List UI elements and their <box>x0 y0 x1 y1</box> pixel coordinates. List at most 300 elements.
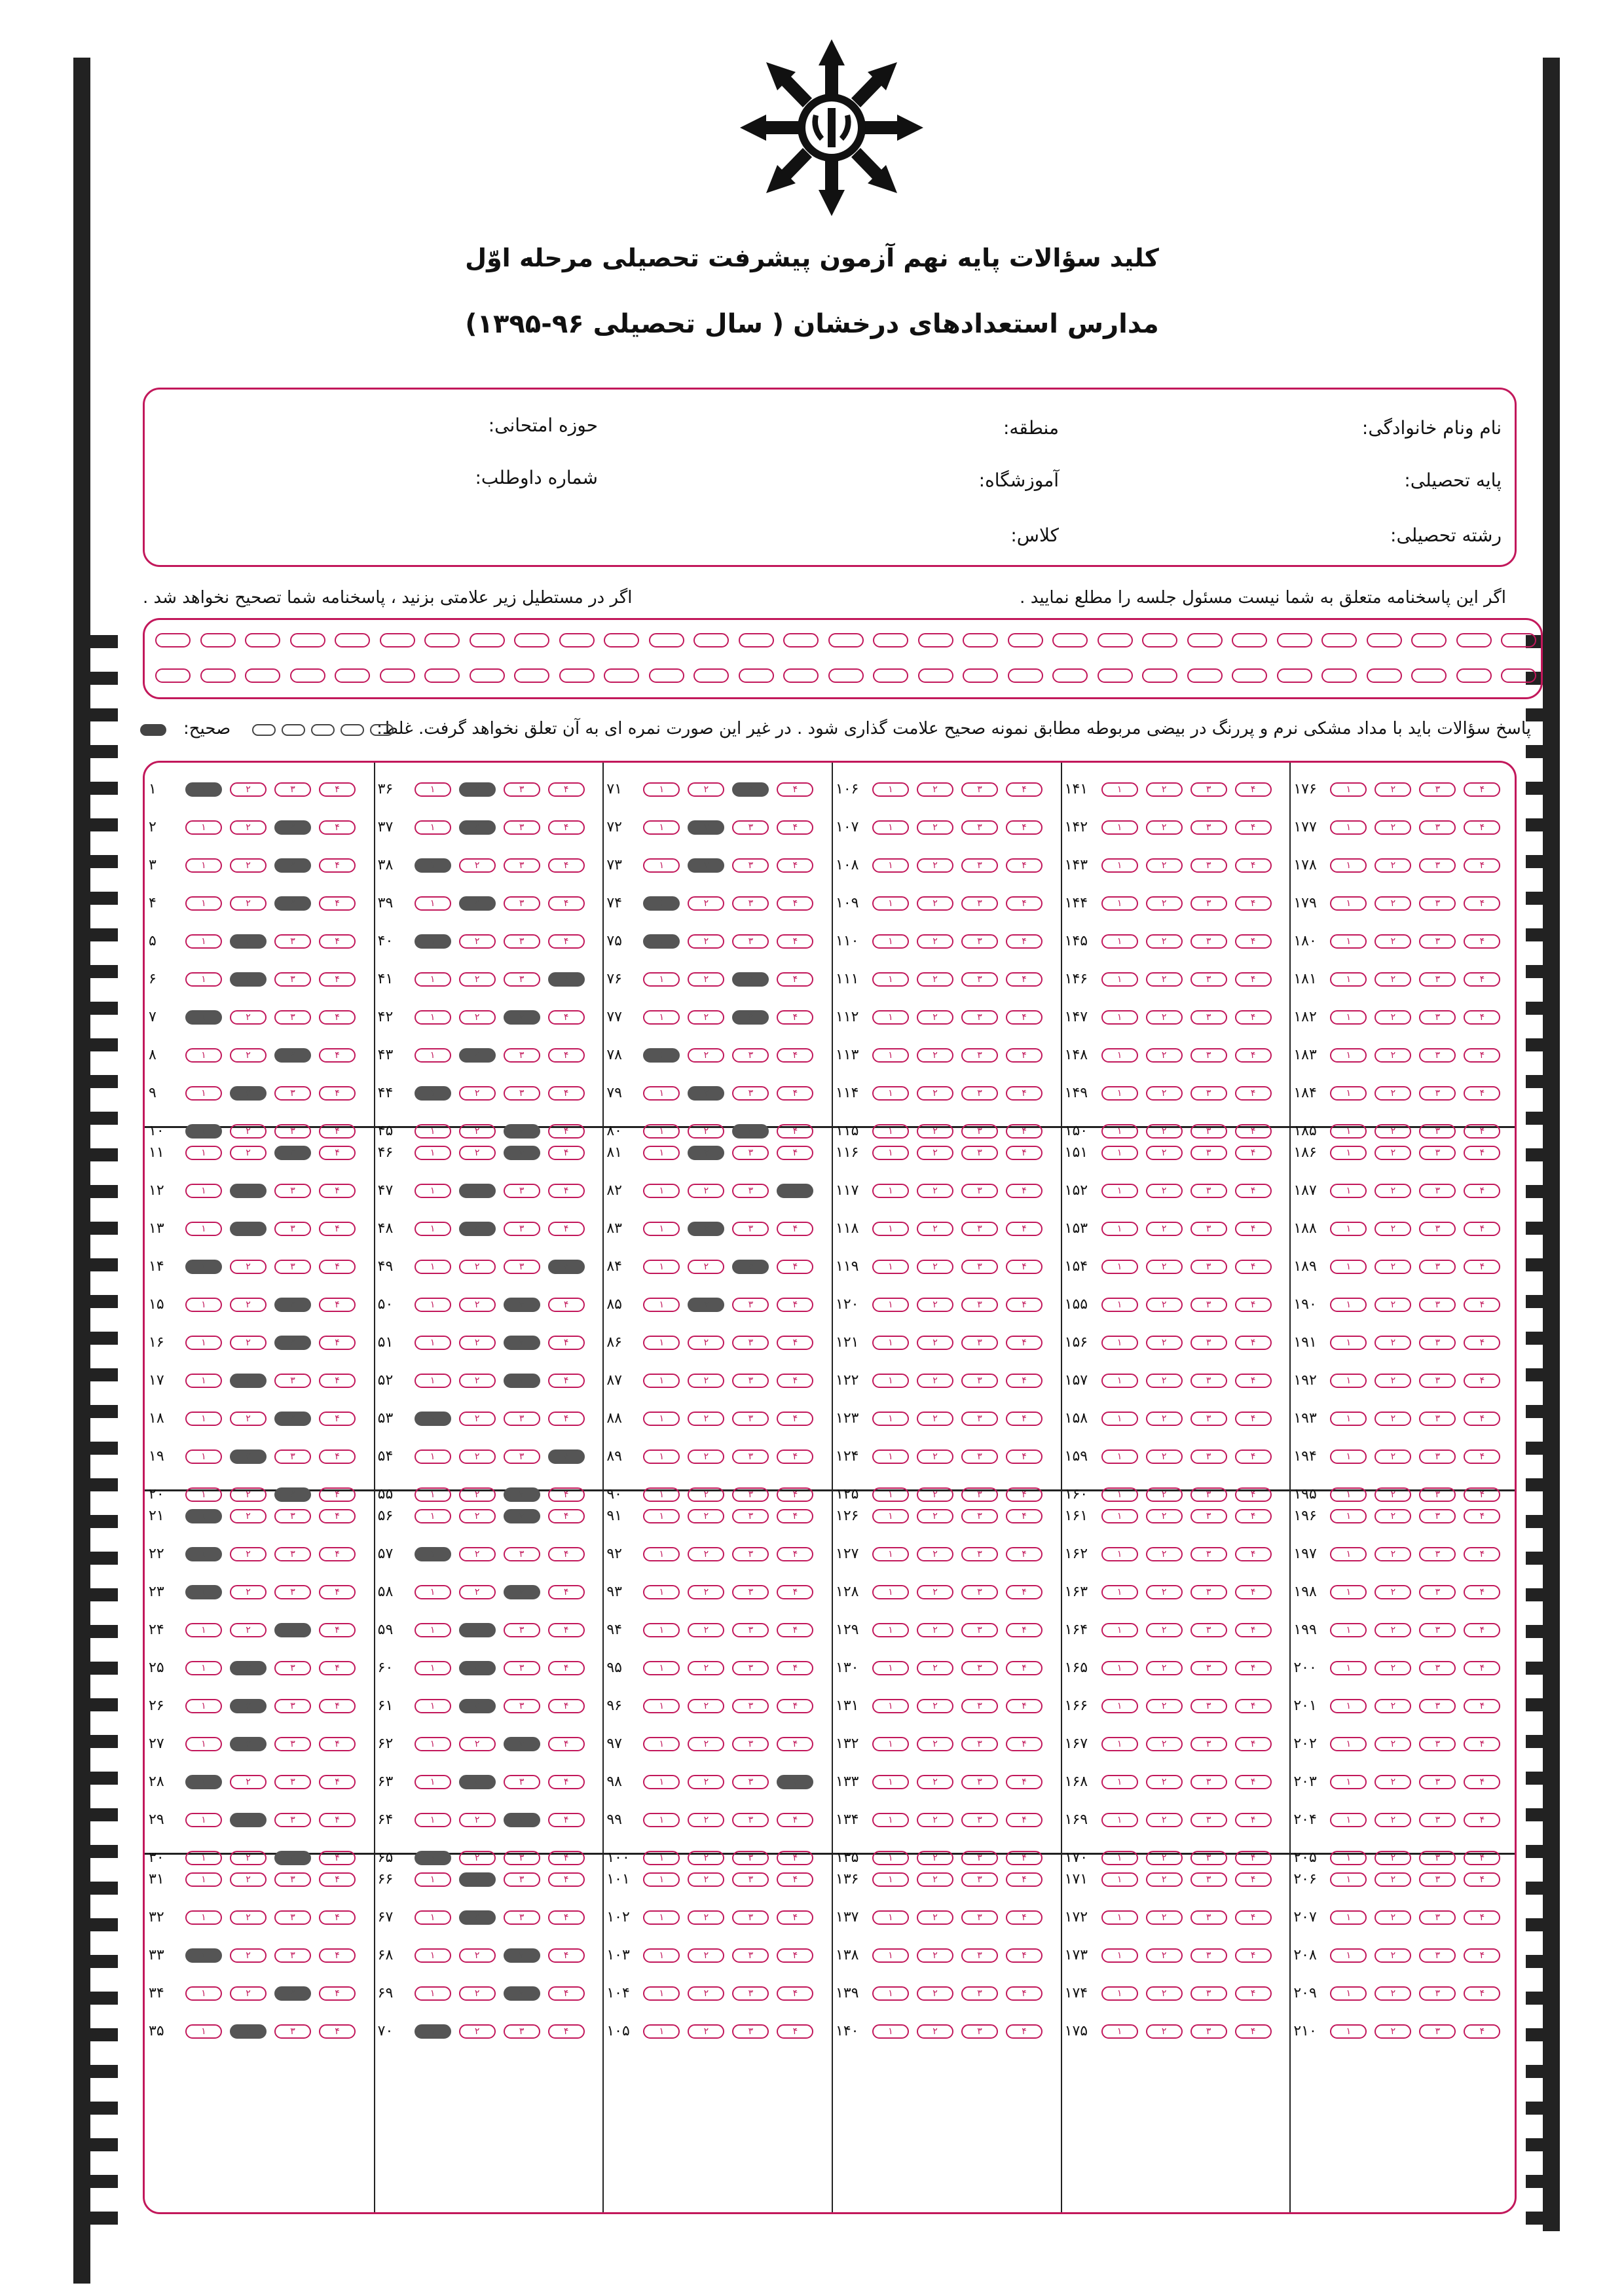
answer-bubble[interactable]: ۴ <box>1464 1222 1500 1236</box>
answer-bubble[interactable]: ۴ <box>1235 820 1272 835</box>
answer-bubble[interactable]: ۱ <box>872 934 909 949</box>
answer-bubble[interactable]: ۳ <box>732 2024 769 2039</box>
answer-bubble[interactable]: ۱ <box>872 1086 909 1101</box>
answer-bubble[interactable]: ۱ <box>643 1813 680 1827</box>
answer-bubble[interactable]: ۳ <box>1190 1623 1227 1637</box>
answer-bubble[interactable]: ۴ <box>319 1851 356 1865</box>
answer-bubble[interactable]: ۳ <box>1190 782 1227 797</box>
answer-bubble[interactable]: ۱ <box>1101 896 1138 911</box>
answer-bubble-filled[interactable]: ۳ <box>274 820 311 835</box>
answer-bubble[interactable]: ۳ <box>274 1222 311 1236</box>
answer-bubble[interactable]: ۲ <box>1146 1547 1183 1561</box>
answer-bubble[interactable]: ۲ <box>459 934 496 949</box>
answer-bubble[interactable]: ۲ <box>917 1487 953 1502</box>
answer-bubble-filled[interactable]: ۱ <box>415 1547 451 1561</box>
answer-bubble[interactable]: ۴ <box>1235 972 1272 987</box>
answer-bubble[interactable]: ۲ <box>688 1487 724 1502</box>
answer-bubble[interactable]: ۲ <box>1375 1986 1411 2001</box>
answer-bubble[interactable]: ۴ <box>1464 1086 1500 1101</box>
answer-bubble[interactable]: ۲ <box>1146 1222 1183 1236</box>
answer-bubble[interactable]: ۳ <box>961 2024 998 2039</box>
answer-bubble[interactable]: ۳ <box>504 1775 540 1789</box>
answer-bubble[interactable]: ۳ <box>732 1910 769 1925</box>
answer-bubble[interactable]: ۱ <box>643 1298 680 1312</box>
answer-bubble[interactable]: ۴ <box>1464 934 1500 949</box>
answer-bubble[interactable]: ۱ <box>1330 1948 1367 1963</box>
answer-bubble[interactable]: ۴ <box>1006 972 1043 987</box>
answer-bubble[interactable]: ۴ <box>1235 1872 1272 1887</box>
answer-bubble[interactable]: ۴ <box>1464 1623 1500 1637</box>
answer-bubble[interactable]: ۴ <box>777 1449 813 1464</box>
answer-bubble[interactable]: ۲ <box>1146 1010 1183 1025</box>
answer-bubble-filled[interactable]: ۲ <box>230 2024 267 2039</box>
answer-bubble[interactable]: ۴ <box>777 1910 813 1925</box>
answer-bubble[interactable]: ۳ <box>732 1086 769 1101</box>
answer-bubble[interactable]: ۳ <box>961 1336 998 1350</box>
answer-bubble[interactable]: ۱ <box>1330 1851 1367 1865</box>
answer-bubble[interactable]: ۴ <box>777 1412 813 1426</box>
answer-bubble[interactable]: ۴ <box>1006 1449 1043 1464</box>
answer-bubble[interactable]: ۳ <box>274 1509 311 1523</box>
answer-bubble[interactable]: ۲ <box>459 858 496 873</box>
answer-bubble[interactable]: ۱ <box>1101 1336 1138 1350</box>
answer-bubble[interactable]: ۳ <box>1419 1374 1456 1388</box>
answer-bubble[interactable]: ۱ <box>415 1298 451 1312</box>
answer-bubble[interactable]: ۲ <box>230 1124 267 1139</box>
answer-bubble[interactable]: ۴ <box>1464 1813 1500 1827</box>
answer-bubble[interactable]: ۴ <box>1464 1298 1500 1312</box>
answer-bubble[interactable]: ۱ <box>1101 1086 1138 1101</box>
answer-bubble[interactable]: ۱ <box>185 1222 222 1236</box>
answer-bubble[interactable]: ۳ <box>732 1509 769 1523</box>
answer-bubble[interactable]: ۲ <box>917 1124 953 1139</box>
answer-bubble[interactable]: ۲ <box>688 1813 724 1827</box>
answer-bubble[interactable]: ۱ <box>1330 1585 1367 1599</box>
answer-bubble[interactable]: ۴ <box>1006 1948 1043 1963</box>
answer-bubble[interactable]: ۲ <box>688 782 724 797</box>
answer-bubble[interactable]: ۱ <box>415 1146 451 1160</box>
answer-bubble[interactable]: ۳ <box>274 934 311 949</box>
answer-bubble[interactable]: ۴ <box>1235 1222 1272 1236</box>
answer-bubble[interactable]: ۱ <box>643 1509 680 1523</box>
answer-bubble[interactable]: ۲ <box>1146 1260 1183 1274</box>
answer-bubble[interactable]: ۱ <box>415 1699 451 1713</box>
answer-bubble[interactable]: ۴ <box>1464 1910 1500 1925</box>
answer-bubble[interactable]: ۲ <box>1146 1298 1183 1312</box>
answer-bubble[interactable]: ۳ <box>961 1699 998 1713</box>
answer-bubble[interactable]: ۴ <box>548 1737 585 1751</box>
answer-bubble[interactable]: ۱ <box>415 1661 451 1675</box>
answer-bubble[interactable]: ۲ <box>1375 1184 1411 1198</box>
answer-bubble[interactable]: ۲ <box>917 1699 953 1713</box>
answer-bubble[interactable]: ۲ <box>917 1737 953 1751</box>
answer-bubble[interactable]: ۳ <box>1190 1449 1227 1464</box>
answer-bubble[interactable]: ۳ <box>1190 1872 1227 1887</box>
answer-bubble[interactable]: ۲ <box>688 1851 724 1865</box>
answer-bubble[interactable]: ۴ <box>319 896 356 911</box>
answer-bubble[interactable]: ۲ <box>1375 1547 1411 1561</box>
answer-bubble[interactable]: ۱ <box>872 1699 909 1713</box>
answer-bubble-filled[interactable]: ۲ <box>459 1699 496 1713</box>
answer-bubble-filled[interactable]: ۲ <box>688 858 724 873</box>
answer-bubble[interactable]: ۲ <box>230 820 267 835</box>
answer-bubble[interactable]: ۴ <box>1006 1623 1043 1637</box>
answer-bubble[interactable]: ۱ <box>643 1222 680 1236</box>
answer-bubble[interactable]: ۴ <box>1464 2024 1500 2039</box>
answer-bubble[interactable]: ۴ <box>1464 1585 1500 1599</box>
answer-bubble[interactable]: ۳ <box>1190 1222 1227 1236</box>
answer-bubble[interactable]: ۱ <box>1101 1146 1138 1160</box>
answer-bubble[interactable]: ۱ <box>872 896 909 911</box>
answer-bubble[interactable]: ۳ <box>1419 1585 1456 1599</box>
answer-bubble-filled[interactable]: ۳ <box>274 1412 311 1426</box>
answer-bubble[interactable]: ۱ <box>1101 1661 1138 1675</box>
answer-bubble[interactable]: ۲ <box>1146 1699 1183 1713</box>
answer-bubble[interactable]: ۲ <box>1146 972 1183 987</box>
answer-bubble[interactable]: ۴ <box>1006 858 1043 873</box>
answer-bubble[interactable]: ۱ <box>872 1737 909 1751</box>
answer-bubble[interactable]: ۱ <box>643 1699 680 1713</box>
answer-bubble[interactable]: ۴ <box>548 1775 585 1789</box>
answer-bubble[interactable]: ۲ <box>688 1374 724 1388</box>
answer-bubble-filled[interactable]: ۳ <box>504 1298 540 1312</box>
answer-bubble[interactable]: ۳ <box>1419 858 1456 873</box>
answer-bubble[interactable]: ۱ <box>1330 2024 1367 2039</box>
answer-bubble[interactable]: ۲ <box>230 1412 267 1426</box>
answer-bubble[interactable]: ۴ <box>548 1336 585 1350</box>
answer-bubble[interactable]: ۳ <box>274 1449 311 1464</box>
answer-bubble[interactable]: ۳ <box>274 1775 311 1789</box>
answer-bubble[interactable]: ۱ <box>643 1124 680 1139</box>
answer-bubble-filled[interactable]: ۱ <box>643 934 680 949</box>
answer-bubble[interactable]: ۱ <box>1330 1737 1367 1751</box>
answer-bubble-filled[interactable]: ۲ <box>688 1222 724 1236</box>
answer-bubble[interactable]: ۱ <box>643 1184 680 1198</box>
answer-bubble[interactable]: ۳ <box>274 1948 311 1963</box>
answer-bubble[interactable]: ۳ <box>1419 1986 1456 2001</box>
answer-bubble[interactable]: ۳ <box>961 1851 998 1865</box>
answer-bubble[interactable]: ۴ <box>319 1872 356 1887</box>
answer-bubble[interactable]: ۳ <box>961 1813 998 1827</box>
answer-bubble[interactable]: ۴ <box>548 1124 585 1139</box>
answer-bubble[interactable]: ۱ <box>185 1449 222 1464</box>
answer-bubble[interactable]: ۳ <box>961 972 998 987</box>
answer-bubble[interactable]: ۳ <box>1190 1086 1227 1101</box>
answer-bubble[interactable]: ۱ <box>185 1298 222 1312</box>
answer-bubble[interactable]: ۱ <box>415 1585 451 1599</box>
answer-bubble[interactable]: ۴ <box>1006 1487 1043 1502</box>
answer-bubble[interactable]: ۲ <box>230 1509 267 1523</box>
answer-bubble[interactable]: ۲ <box>1146 1872 1183 1887</box>
answer-bubble[interactable]: ۱ <box>185 1851 222 1865</box>
answer-bubble[interactable]: ۱ <box>872 972 909 987</box>
answer-bubble[interactable]: ۴ <box>1235 1986 1272 2001</box>
answer-bubble[interactable]: ۱ <box>1330 896 1367 911</box>
answer-bubble[interactable]: ۴ <box>777 1509 813 1523</box>
answer-bubble[interactable]: ۴ <box>548 820 585 835</box>
answer-bubble[interactable]: ۲ <box>230 1872 267 1887</box>
answer-bubble[interactable]: ۱ <box>872 1124 909 1139</box>
answer-bubble[interactable]: ۱ <box>1101 1487 1138 1502</box>
answer-bubble[interactable]: ۱ <box>643 1775 680 1789</box>
answer-bubble[interactable]: ۳ <box>274 2024 311 2039</box>
answer-bubble[interactable]: ۱ <box>872 1910 909 1925</box>
answer-bubble[interactable]: ۴ <box>548 1547 585 1561</box>
answer-bubble[interactable]: ۲ <box>459 1737 496 1751</box>
answer-bubble[interactable]: ۴ <box>319 2024 356 2039</box>
answer-bubble[interactable]: ۲ <box>1375 1737 1411 1751</box>
answer-bubble[interactable]: ۳ <box>732 1986 769 2001</box>
answer-bubble[interactable]: ۴ <box>777 1851 813 1865</box>
answer-bubble[interactable]: ۴ <box>1235 1184 1272 1198</box>
answer-bubble[interactable]: ۴ <box>1464 782 1500 797</box>
answer-bubble[interactable]: ۲ <box>230 1910 267 1925</box>
answer-bubble[interactable]: ۲ <box>1375 1872 1411 1887</box>
answer-bubble[interactable]: ۱ <box>872 1374 909 1388</box>
answer-bubble[interactable]: ۴ <box>319 1661 356 1675</box>
answer-bubble[interactable]: ۱ <box>872 1412 909 1426</box>
answer-bubble[interactable]: ۳ <box>961 858 998 873</box>
answer-bubble[interactable]: ۳ <box>961 1184 998 1198</box>
answer-bubble[interactable]: ۱ <box>415 1813 451 1827</box>
answer-bubble[interactable]: ۲ <box>1375 1487 1411 1502</box>
answer-bubble[interactable]: ۲ <box>1375 1449 1411 1464</box>
answer-bubble-filled[interactable]: ۳ <box>504 1374 540 1388</box>
answer-bubble[interactable]: ۲ <box>688 1184 724 1198</box>
answer-bubble[interactable]: ۴ <box>319 782 356 797</box>
answer-bubble[interactable]: ۳ <box>504 1910 540 1925</box>
answer-bubble[interactable]: ۳ <box>732 1449 769 1464</box>
answer-bubble[interactable]: ۱ <box>1101 1585 1138 1599</box>
answer-bubble[interactable]: ۳ <box>274 1813 311 1827</box>
answer-bubble[interactable]: ۴ <box>319 1775 356 1789</box>
answer-bubble[interactable]: ۳ <box>274 1737 311 1751</box>
answer-bubble[interactable]: ۲ <box>917 1048 953 1063</box>
answer-bubble[interactable]: ۴ <box>1235 1661 1272 1675</box>
answer-bubble[interactable]: ۲ <box>1146 1412 1183 1426</box>
answer-bubble[interactable]: ۲ <box>459 1124 496 1139</box>
answer-bubble[interactable]: ۱ <box>1101 1298 1138 1312</box>
answer-bubble[interactable]: ۴ <box>319 1449 356 1464</box>
answer-bubble[interactable]: ۱ <box>1330 1260 1367 1274</box>
answer-bubble[interactable]: ۳ <box>1190 1737 1227 1751</box>
answer-bubble[interactable]: ۴ <box>1235 2024 1272 2039</box>
answer-bubble[interactable]: ۱ <box>872 1851 909 1865</box>
answer-bubble-filled[interactable]: ۳ <box>732 782 769 797</box>
answer-bubble[interactable]: ۲ <box>1375 1048 1411 1063</box>
answer-bubble-filled[interactable]: ۱ <box>415 1851 451 1865</box>
answer-bubble[interactable]: ۴ <box>1235 1336 1272 1350</box>
answer-bubble[interactable]: ۱ <box>643 1948 680 1963</box>
answer-bubble[interactable]: ۳ <box>504 1623 540 1637</box>
answer-bubble[interactable]: ۱ <box>1101 2024 1138 2039</box>
answer-bubble-filled[interactable]: ۴ <box>777 1775 813 1789</box>
answer-bubble[interactable]: ۳ <box>732 1737 769 1751</box>
answer-bubble[interactable]: ۲ <box>688 934 724 949</box>
answer-bubble[interactable]: ۱ <box>1330 1048 1367 1063</box>
answer-bubble[interactable]: ۱ <box>415 1048 451 1063</box>
answer-bubble[interactable]: ۴ <box>1464 1374 1500 1388</box>
answer-bubble[interactable]: ۴ <box>777 1986 813 2001</box>
answer-bubble-filled[interactable]: ۳ <box>504 1146 540 1160</box>
answer-bubble[interactable]: ۴ <box>1006 1184 1043 1198</box>
answer-bubble[interactable]: ۲ <box>688 896 724 911</box>
answer-bubble[interactable]: ۳ <box>1419 820 1456 835</box>
answer-bubble[interactable]: ۳ <box>1190 1124 1227 1139</box>
answer-bubble-filled[interactable]: ۱ <box>643 896 680 911</box>
answer-bubble[interactable]: ۱ <box>1101 1048 1138 1063</box>
answer-bubble[interactable]: ۴ <box>319 1623 356 1637</box>
answer-bubble[interactable]: ۲ <box>917 1986 953 2001</box>
answer-bubble[interactable]: ۴ <box>1464 1547 1500 1561</box>
answer-bubble[interactable]: ۳ <box>274 1374 311 1388</box>
answer-bubble[interactable]: ۴ <box>1235 1124 1272 1139</box>
answer-bubble[interactable]: ۱ <box>1330 782 1367 797</box>
answer-bubble[interactable]: ۱ <box>1101 1374 1138 1388</box>
answer-bubble[interactable]: ۴ <box>319 1086 356 1101</box>
answer-bubble[interactable]: ۲ <box>688 1547 724 1561</box>
answer-bubble[interactable]: ۴ <box>777 1336 813 1350</box>
answer-bubble[interactable]: ۴ <box>1464 858 1500 873</box>
answer-bubble-filled[interactable]: ۲ <box>459 1910 496 1925</box>
answer-bubble[interactable]: ۳ <box>961 1775 998 1789</box>
answer-bubble[interactable]: ۲ <box>1375 1124 1411 1139</box>
answer-bubble[interactable]: ۱ <box>185 820 222 835</box>
answer-bubble[interactable]: ۴ <box>1464 1487 1500 1502</box>
answer-bubble[interactable]: ۳ <box>732 1948 769 1963</box>
answer-bubble[interactable]: ۳ <box>1419 1851 1456 1865</box>
answer-bubble[interactable]: ۲ <box>688 1585 724 1599</box>
answer-bubble[interactable]: ۲ <box>1375 1813 1411 1827</box>
answer-bubble[interactable]: ۳ <box>961 782 998 797</box>
answer-bubble[interactable]: ۱ <box>1330 1872 1367 1887</box>
answer-bubble[interactable]: ۴ <box>1006 1146 1043 1160</box>
answer-bubble[interactable]: ۳ <box>1419 1775 1456 1789</box>
answer-bubble[interactable]: ۱ <box>1330 1661 1367 1675</box>
answer-bubble[interactable]: ۳ <box>1190 1048 1227 1063</box>
answer-bubble[interactable]: ۴ <box>777 1585 813 1599</box>
answer-bubble[interactable]: ۴ <box>548 1699 585 1713</box>
answer-bubble-filled[interactable]: ۳ <box>274 1336 311 1350</box>
answer-bubble[interactable]: ۲ <box>1375 1086 1411 1101</box>
answer-bubble[interactable]: ۲ <box>917 1412 953 1426</box>
answer-bubble[interactable]: ۳ <box>732 1775 769 1789</box>
answer-bubble[interactable]: ۲ <box>688 2024 724 2039</box>
answer-bubble[interactable]: ۳ <box>961 1374 998 1388</box>
answer-bubble-filled[interactable]: ۲ <box>230 1813 267 1827</box>
answer-bubble[interactable]: ۱ <box>1101 1775 1138 1789</box>
answer-bubble[interactable]: ۱ <box>185 1910 222 1925</box>
answer-bubble[interactable]: ۲ <box>1146 1813 1183 1827</box>
answer-bubble[interactable]: ۲ <box>1146 1124 1183 1139</box>
answer-bubble[interactable]: ۲ <box>459 1412 496 1426</box>
answer-bubble[interactable]: ۴ <box>548 1623 585 1637</box>
answer-bubble[interactable]: ۱ <box>872 1449 909 1464</box>
answer-bubble[interactable]: ۳ <box>732 934 769 949</box>
answer-bubble[interactable]: ۴ <box>1006 2024 1043 2039</box>
answer-bubble[interactable]: ۱ <box>1330 1775 1367 1789</box>
answer-bubble[interactable]: ۱ <box>872 1986 909 2001</box>
answer-bubble[interactable]: ۳ <box>1190 1184 1227 1198</box>
answer-bubble[interactable]: ۴ <box>1235 1487 1272 1502</box>
answer-bubble-filled[interactable]: ۲ <box>688 1086 724 1101</box>
answer-bubble[interactable]: ۱ <box>643 1851 680 1865</box>
answer-bubble[interactable]: ۳ <box>274 1547 311 1561</box>
answer-bubble[interactable]: ۳ <box>732 1184 769 1198</box>
answer-bubble[interactable]: ۴ <box>777 1487 813 1502</box>
answer-bubble[interactable]: ۲ <box>917 858 953 873</box>
answer-bubble[interactable]: ۳ <box>504 782 540 797</box>
answer-bubble[interactable]: ۳ <box>274 1184 311 1198</box>
answer-bubble[interactable]: ۴ <box>548 1222 585 1236</box>
answer-bubble[interactable]: ۴ <box>548 1910 585 1925</box>
answer-bubble[interactable]: ۱ <box>415 1509 451 1523</box>
answer-bubble[interactable]: ۲ <box>1375 1010 1411 1025</box>
answer-bubble[interactable]: ۱ <box>415 1010 451 1025</box>
answer-bubble[interactable]: ۴ <box>1464 1124 1500 1139</box>
answer-bubble[interactable]: ۴ <box>777 1623 813 1637</box>
answer-bubble[interactable]: ۳ <box>274 782 311 797</box>
answer-bubble[interactable]: ۳ <box>1190 1146 1227 1160</box>
answer-bubble[interactable]: ۲ <box>1375 1585 1411 1599</box>
answer-bubble[interactable]: ۲ <box>1375 1509 1411 1523</box>
answer-bubble[interactable]: ۴ <box>548 1010 585 1025</box>
answer-bubble[interactable]: ۳ <box>1190 1260 1227 1274</box>
answer-bubble-filled[interactable]: ۳ <box>274 1048 311 1063</box>
answer-bubble-filled[interactable]: ۳ <box>504 1948 540 1963</box>
answer-bubble[interactable]: ۲ <box>917 1813 953 1827</box>
answer-bubble[interactable]: ۴ <box>1464 1449 1500 1464</box>
answer-bubble[interactable]: ۲ <box>459 1851 496 1865</box>
answer-bubble[interactable]: ۴ <box>1464 1260 1500 1274</box>
answer-bubble[interactable]: ۴ <box>548 1585 585 1599</box>
answer-bubble[interactable]: ۳ <box>961 896 998 911</box>
answer-bubble[interactable]: ۱ <box>1101 1699 1138 1713</box>
answer-bubble[interactable]: ۴ <box>319 1184 356 1198</box>
answer-bubble[interactable]: ۲ <box>1146 1948 1183 1963</box>
answer-bubble[interactable]: ۴ <box>1235 1509 1272 1523</box>
answer-bubble[interactable]: ۱ <box>643 1449 680 1464</box>
answer-bubble[interactable]: ۲ <box>230 1547 267 1561</box>
answer-bubble[interactable]: ۱ <box>1330 1298 1367 1312</box>
answer-bubble[interactable]: ۴ <box>319 1298 356 1312</box>
answer-bubble-filled[interactable]: ۱ <box>185 782 222 797</box>
answer-bubble[interactable]: ۴ <box>319 934 356 949</box>
answer-bubble[interactable]: ۴ <box>319 972 356 987</box>
answer-bubble[interactable]: ۳ <box>1419 896 1456 911</box>
answer-bubble[interactable]: ۱ <box>643 1336 680 1350</box>
answer-bubble[interactable]: ۳ <box>732 1851 769 1865</box>
answer-bubble[interactable]: ۳ <box>1190 1851 1227 1865</box>
answer-bubble[interactable]: ۲ <box>917 1010 953 1025</box>
answer-bubble[interactable]: ۳ <box>732 1146 769 1160</box>
answer-bubble[interactable]: ۲ <box>1146 1487 1183 1502</box>
answer-bubble[interactable]: ۳ <box>1190 820 1227 835</box>
answer-bubble[interactable]: ۱ <box>1330 1124 1367 1139</box>
answer-bubble[interactable]: ۱ <box>185 1872 222 1887</box>
answer-bubble[interactable]: ۲ <box>688 1699 724 1713</box>
answer-bubble[interactable]: ۱ <box>415 1872 451 1887</box>
answer-bubble[interactable]: ۴ <box>1235 1260 1272 1274</box>
answer-bubble[interactable]: ۴ <box>548 782 585 797</box>
answer-bubble[interactable]: ۴ <box>1006 1813 1043 1827</box>
answer-bubble-filled[interactable]: ۳ <box>274 1986 311 2001</box>
answer-bubble[interactable]: ۳ <box>1190 1699 1227 1713</box>
answer-bubble[interactable]: ۴ <box>1464 896 1500 911</box>
answer-bubble-filled[interactable]: ۳ <box>732 1124 769 1139</box>
answer-bubble[interactable]: ۲ <box>688 1124 724 1139</box>
answer-bubble[interactable]: ۳ <box>732 1374 769 1388</box>
